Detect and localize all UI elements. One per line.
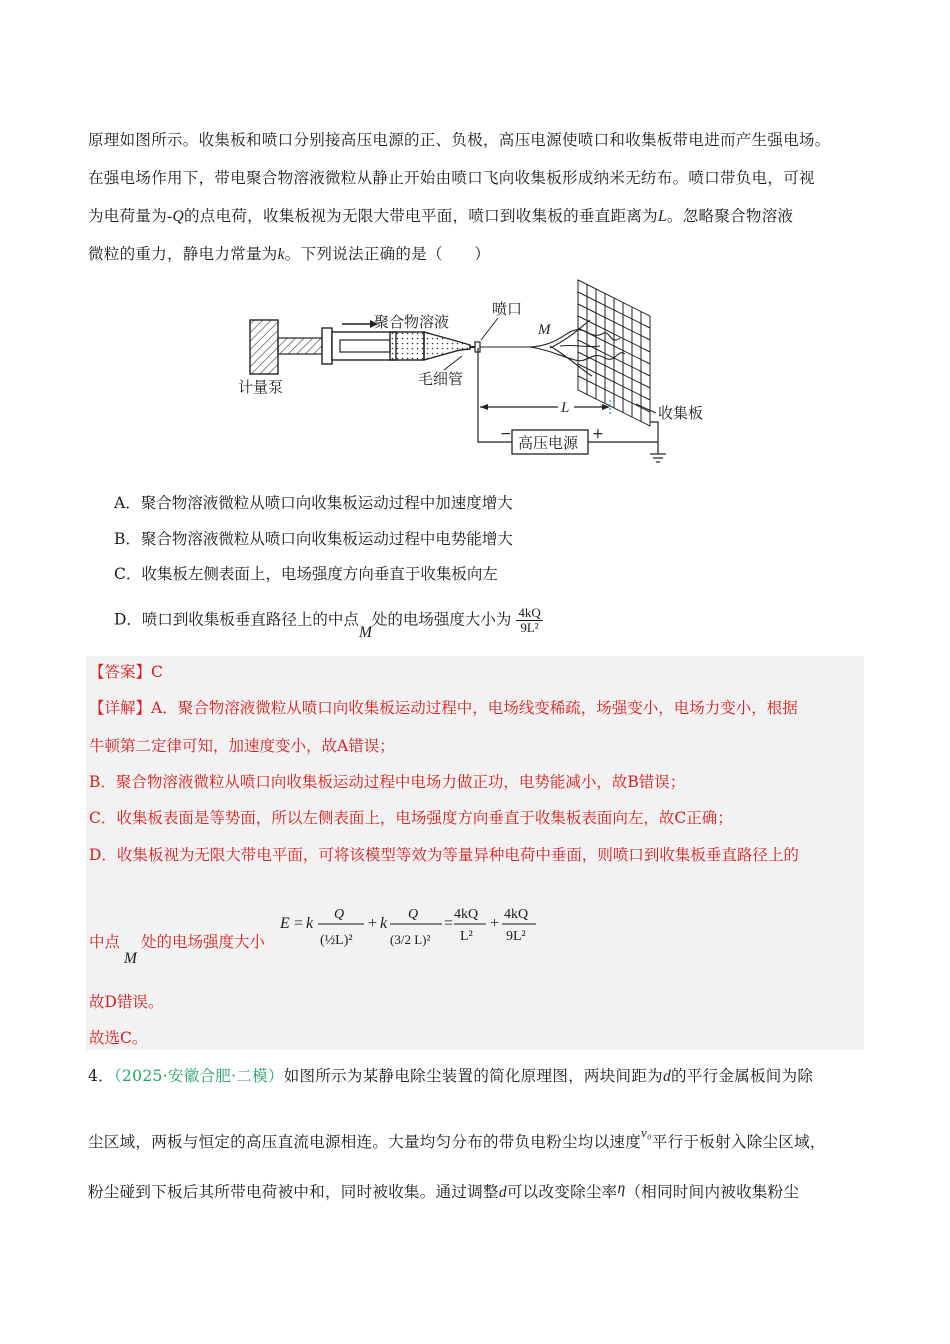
plate-leader xyxy=(636,404,656,413)
charge-symbol: -Q xyxy=(167,208,184,225)
syringe-tip xyxy=(424,332,470,360)
answer-conclusion: 故选C。 xyxy=(89,1029,148,1047)
q4-line-3: 粉尘碰到下板后其所带电荷被中和，同时被收集。通过调整d可以改变除尘率η（相同时间内被收集粉尘 xyxy=(88,1180,800,1201)
plus-terminal: + xyxy=(592,426,604,442)
option-d-point: M xyxy=(358,623,372,641)
coulomb-constant-symbol: k xyxy=(277,246,285,263)
formula-eq2: = xyxy=(444,915,454,932)
capillary-leader xyxy=(444,356,462,370)
formula-den2: (3/2 L)² xyxy=(390,932,431,947)
formula-d3: L² xyxy=(460,929,473,944)
option-b: B．聚合物溶液微粒从喷口向收集板运动过程中电势能增大 xyxy=(114,530,513,548)
velocity-symbol: v₀ xyxy=(641,1125,652,1140)
distance-label: L xyxy=(561,400,570,416)
nozzle-leader xyxy=(481,318,498,340)
minus-terminal: − xyxy=(500,426,512,442)
detail-point-m: M xyxy=(124,950,137,967)
piston-rod xyxy=(278,338,322,354)
formula-n4: 4kQ xyxy=(504,907,529,922)
formula-k2: k xyxy=(380,915,388,932)
point-m-label: M xyxy=(538,322,551,338)
formula-plus: + xyxy=(368,915,378,932)
formula-k1: k xyxy=(306,915,314,932)
q4-number: 4． xyxy=(88,1067,114,1085)
question-line-3: 为电荷量为-Q的点电荷，收集板视为无限大带电平面，喷口到收集板的垂直距离为L。忽略聚合物溶液 xyxy=(88,207,794,225)
formula-n3: 4kQ xyxy=(454,907,479,922)
formula-plus2: + xyxy=(490,915,500,932)
detail-a-line-2: 牛顿第二定律可知，加速度变小，故A错误； xyxy=(89,737,395,755)
question-line-2: 在强电场作用下，带电聚合物溶液微粒从静止开始由喷口飞向收集板形成纳米无纺布。喷口带负电，可视 xyxy=(88,169,815,187)
detail-a-line-1: 【详解】A．聚合物溶液微粒从喷口向收集板运动过程中，电场线变稀疏，场强变小，电场力变小，根据 xyxy=(89,699,798,717)
electrospinning-diagram xyxy=(230,276,730,472)
question-line-1: 原理如图所示。收集板和喷口分别接高压电源的正、负极，高压电源使喷口和收集板带电进而产生强电场。 xyxy=(88,131,831,149)
q4-line-2: 尘区域，两板与恒定的高压直流电源相连。大量均匀分布的带负电粉尘均以速度$^{v_0}$平行于板射入除尘区域， xyxy=(88,1125,826,1151)
efficiency-symbol: η xyxy=(617,1180,626,1197)
formula-q2: Q xyxy=(408,907,419,922)
q4-line-1: 4．（2025·安徽合肥·二模）如图所示为某静电除尘装置的简化原理图，两块间距为d的平行金属板间为除 xyxy=(88,1067,814,1085)
solution-label: 聚合物溶液 xyxy=(374,313,450,331)
distance-arrow-left xyxy=(480,404,488,410)
collector-grid xyxy=(578,280,650,426)
detail-c: C．收集板表面是等势面，所以左侧表面上，电场强度方向垂直于收集板表面向左，故C正确； xyxy=(89,809,733,827)
answer-label: 【答案】C xyxy=(89,663,163,681)
power-supply-label: 高压电源 xyxy=(518,434,579,452)
option-d: D．喷口到收集板垂直路径上的中点M处的电场强度大小为 $\frac{4kQ}{\text{9L²}}$ xyxy=(114,605,541,641)
detail-b: B．聚合物溶液微粒从喷口向收集板运动过程中电场力做正功，电势能减小，故B错误； xyxy=(89,773,686,791)
q4-source: （2025·安徽合肥·二模） xyxy=(113,1067,284,1085)
nozzle-label: 喷口 xyxy=(492,300,523,318)
solution-fill xyxy=(390,332,424,360)
formula-eq: = xyxy=(294,915,304,932)
option-c: C．收集板左侧表面上，电场强度方向垂直于收集板向左 xyxy=(114,565,498,583)
syringe-flange xyxy=(322,328,332,364)
plate-label: 收集板 xyxy=(658,404,704,422)
detail-d-line-3: 故D错误。 xyxy=(89,993,164,1011)
formula-den1: (½L)² xyxy=(320,933,353,948)
option-a: A．聚合物溶液微粒从喷口向收集板运动过程中加速度增大 xyxy=(114,494,513,512)
formula-e: E xyxy=(280,915,290,932)
detail-d-line-1: D．收集板视为无限大带电平面，可将该模型等效为等量异种电荷中垂面，则喷口到收集板垂直路径上的 xyxy=(89,846,799,864)
capillary-label: 毛细管 xyxy=(418,370,464,388)
plunger xyxy=(340,340,390,352)
ground-icon xyxy=(650,442,666,462)
pump-label: 计量泵 xyxy=(238,378,284,396)
field-formula xyxy=(276,898,546,962)
pump-block xyxy=(250,320,278,374)
question-line-4: 微粒的重力，静电力常量为k。下列说法正确的是（ ） xyxy=(88,245,491,263)
formula-d4: 9L² xyxy=(506,929,526,944)
option-d-fraction: $\frac{4kQ}{\text{9L²}}$ xyxy=(518,605,541,635)
distance-symbol: L xyxy=(658,208,667,225)
detail-d-line-2: 中点M处的电场强度大小 xyxy=(89,933,265,967)
formula-q1: Q xyxy=(334,907,345,922)
